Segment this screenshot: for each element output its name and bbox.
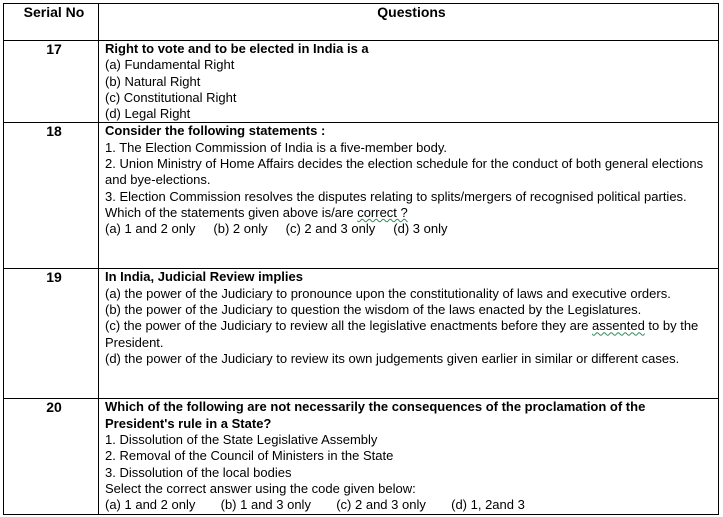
- instruction-line: Select the correct answer using the code given below:: [105, 480, 416, 496]
- table-row: [4, 123, 719, 269]
- question-prompt: [105, 205, 718, 221]
- questions-header: Questions: [99, 4, 719, 41]
- question-title: Consider the following statements :: [105, 123, 326, 139]
- serial-number: 17: [4, 41, 99, 123]
- question-cell: [99, 269, 719, 399]
- statement-line: 1. The Election Commission of India is a five-member body.: [105, 139, 447, 155]
- question-cell: [99, 41, 719, 123]
- option-line: (b) Natural Right: [105, 73, 201, 89]
- spellcheck-underlined-text: assented: [592, 318, 645, 334]
- table-row: [4, 269, 719, 399]
- statement-line: 3. Election Commission resolves the disputes relating to splits/mergers of recognised political parties.: [105, 188, 687, 204]
- question-title: In India, Judicial Review implies: [105, 269, 303, 285]
- prompt-text: Which of the statements given above is/are: [105, 204, 358, 220]
- option-line: (b) the power of the Judiciary to question the wisdom of the laws enacted by the Legislatures.: [105, 302, 642, 318]
- serial-no-header: Serial No: [4, 4, 99, 41]
- answer-options: (a) 1 and 2 only (b) 2 only (c) 2 and 3 only (d) 3 only: [105, 221, 448, 237]
- statement-line: 3. Dissolution of the local bodies: [105, 464, 292, 480]
- statement-line: 1. Dissolution of the State Legislative Assembly: [105, 432, 378, 448]
- serial-number: 18: [4, 123, 99, 269]
- question-cell: [99, 399, 719, 514]
- option-line: (c) Constitutional Right: [105, 89, 237, 105]
- table-header-row: [4, 4, 719, 41]
- option-line: [105, 318, 718, 351]
- option-line: (d) the power of the Judiciary to review its own judgements given earlier in similar or different cases.: [105, 350, 680, 366]
- spellcheck-underlined-text: correct ?: [357, 204, 408, 220]
- option-text: to by the President.: [105, 318, 699, 350]
- question-title: Which of the following are not necessarily the consequences of the proclamation of the President's rule in a State?: [105, 399, 646, 431]
- option-text: (c) the power of the Judiciary to review all the legislative enactments before they are: [105, 318, 593, 334]
- answer-options: (a) 1 and 2 only (b) 1 and 3 only (c) 2 and 3 only (d) 1, 2and 3: [105, 497, 525, 513]
- question-title: Right to vote and to be elected in India is a: [105, 41, 369, 56]
- statement-line: 2. Removal of the Council of Ministers in the State: [105, 448, 394, 464]
- table-row: [4, 41, 719, 123]
- serial-number: 20: [4, 399, 99, 514]
- statement-line: 2. Union Ministry of Home Affairs decides the election schedule for the conduct of both general elections and bye-elections.: [105, 156, 704, 188]
- table-row: [4, 399, 719, 514]
- option-line: (a) Fundamental Right: [105, 57, 235, 73]
- option-line: (d) Legal Right: [105, 106, 191, 122]
- option-line: (a) the power of the Judiciary to pronounce upon the constitutionality of laws and executive orders.: [105, 285, 671, 301]
- serial-number: 19: [4, 269, 99, 399]
- questions-table: [3, 3, 719, 515]
- question-cell: [99, 123, 719, 269]
